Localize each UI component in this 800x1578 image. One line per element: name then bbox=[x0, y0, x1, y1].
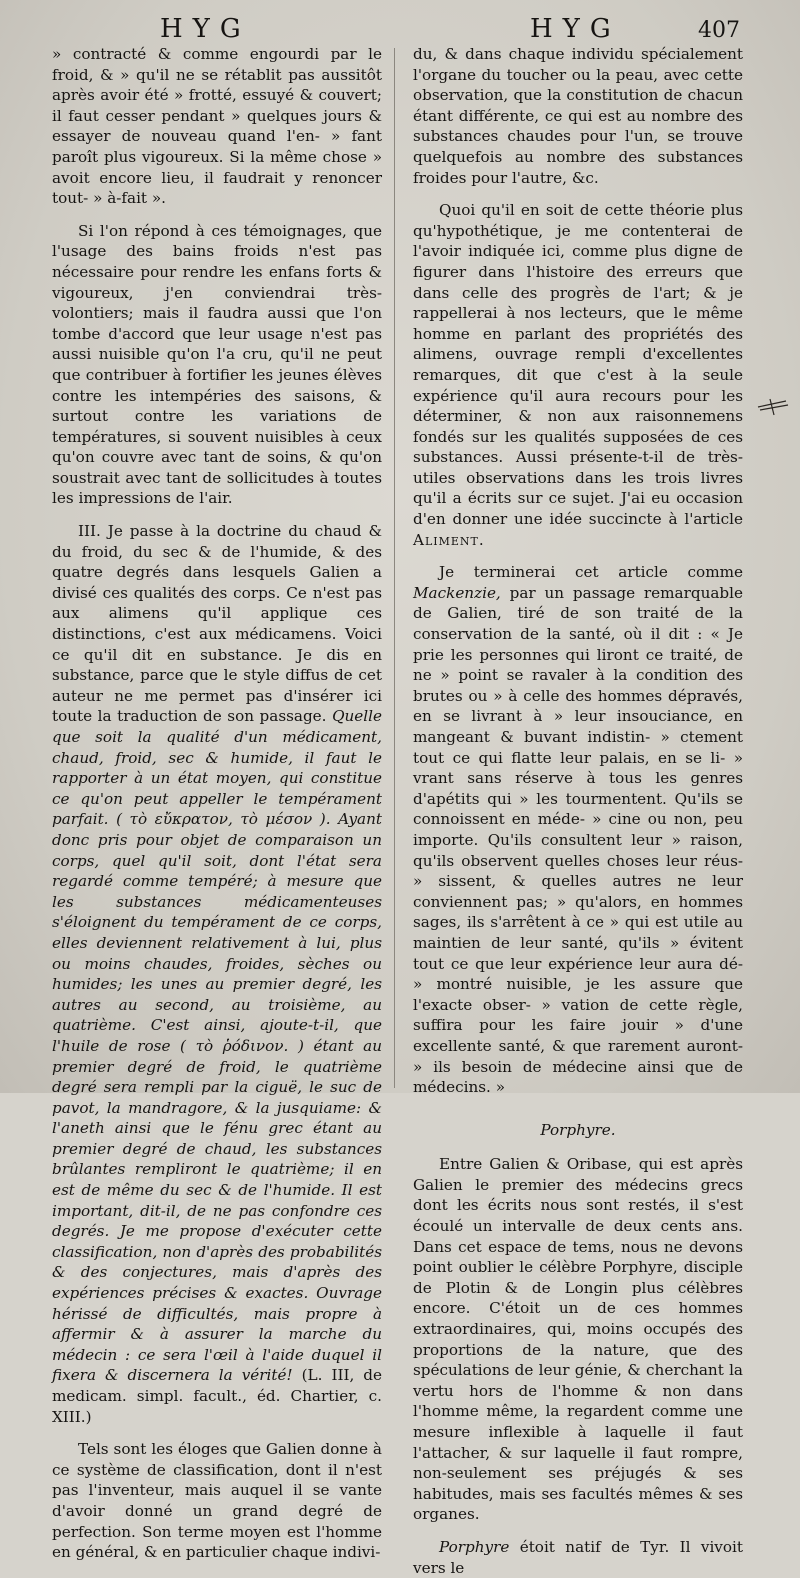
paragraph-continuation: du, & dans chaque individu spécialement l'organe du toucher ou la peau, avec cette observation, que la constitution de chacun étant différente, ce qui est au nombre des substances chaudes pour l'un, se trouve quelquefois au nombre des substances froides pour l'autre, &c. bbox=[413, 45, 743, 187]
paragraph-porphyry: Entre Galien & Oribase, qui est après Galien le premier des médecins grecs dont les écrits nous sont restés, il s'est écoulé un intervalle de deux cents ans. Dans cet espace de tems, nous ne devons point oublier le célèbre Porphyre, disciple de Plotin & de Longin plus célèbres encore. C'étoit un de ces hommes extraordinaires, qui, moins occupés des proportions de la nature, que des spéculations de leur génie, & cherchant la vertu hors de l'homme & non dans l'homme même, la regardent comme une mesure inflexible à laquelle il faut l'attacher, & sur laquelle il faut rompre, non-seulement ses préjugés & ses habitudes, mais ses facultés mêmes & ses organes. bbox=[413, 1155, 743, 1524]
paragraph-galen-quote bbox=[413, 562, 743, 1097]
margin-annotation-mark bbox=[756, 397, 790, 417]
porphyry-origin-text: étoit natif de Tyr. Il vivoit vers le bbox=[413, 1537, 743, 1577]
porphyry-name: Porphyre bbox=[439, 1537, 510, 1556]
author-name-mackenzie: Mackenzie, bbox=[413, 583, 501, 602]
paragraph-galen-intro: III. Je passe à la doctrine du chaud & du froid, du sec & de l'humide, & des quatre degrés dans lesquels Galien a divisé ces qualités des corps. Ce n'est pas aux alimens qu'il applique ces distinctions, c'est aux médicamens. Voici ce qu'il dit en substance. Je dis en substance, parce que le style diffus de cet auteur ne me permet pas d'insérer ici toute la traduction de son passage. bbox=[52, 522, 382, 726]
paragraph-theory-text: Quoi qu'il en soit de cette théorie plus qu'hypothétique, je me contenterai de l'avoir indiquée ici, comme plus digne de figurer dans l'histoire des erreurs que dans celle des progrès de l'art; & je rappellerai à nos lecteurs, que le même homme en parlant des propriétés des alimens, ouvrage rempli d'excellentes remarques, dit que c'est à la seule expérience qu'il aura recours pour les déterminer, & non aux raisonnemens fondés sur les qualités supposées de ces substances. Aussi présente-t-il de très-utiles observations dans les trois livres qu'il a écrits sur ce sujet. J'ai eu occasion d'en donner une idée succincte à l'article bbox=[413, 201, 743, 529]
paragraph-theory bbox=[413, 200, 743, 550]
galen-translation: Quelle que soit la qualité d'un médicament, chaud, froid, sec & humide, il faut le rapporter à un état moyen, qui constitue ce qu'on peut appeller le tempérament parfait. ( τὸ εὔκρατον, τὸ μέσον ). Ayant donc pris pour objet de comparaison un corps, quel qu'il soit, dont l'état sera regardé comme tempéré; à mesure que les substances médicamenteuses s'éloignent du tempérament de ce corps, elles deviennent relativement à lui, plus ou moins chaudes, froides, sèches ou humides; les unes au premier degré, les autres au second, au troisième, au quatrième. C'est ainsi, ajoute-t-il, que l'huile de rose ( τὸ ῥόδινον. ) étant au premier degré de froid, le quatrième degré sera rempli par la ciguë, le suc de pavot, la mandragore, & la jusquiame: & l'aneth ainsi que le fénu grec étant au premier degré de chaud, les substances brûlantes rempliront le quatrième; il en est de même du sec & de l'humide. Il est important, dit-il, de ne pas confondre ces degrés. Je me propose d'exécuter cette classification, non d'après des probabilités & des conjectures, mais d'après des expériences précises & exactes. Ouvrage hérissé de difficultés, mais propre à affermir & à assurer la marche du médecin : ce sera l'œil à l'aide duquel il fixera & discernera la vérité! bbox=[52, 707, 383, 1385]
paragraph-classification: Tels sont les éloges que Galien donne à ce système de classification, dont il n'est pas l'inventeur, mais auquel il se vante d'avoir donné un grand degré de perfection. Son terme moyen est l'homme en général, & en particulier chaque indivi- bbox=[52, 1440, 382, 1562]
quote-continuation: » contracté & comme engourdi par le froid, & » qu'il ne se rétablit pas aussitôt après avoir été » frotté, essuyé & couvert; il faut cesser pendant » quelques jours & essayer de nouveau quand l'en- » fant paroît plus vigoureux. Si la même chose » avoit encore lieu, il faudrait y renoncer tout- » à-fait ». bbox=[52, 45, 382, 208]
cross-reference-aliment: Aliment. bbox=[413, 530, 485, 549]
paragraph-galen-degrees bbox=[52, 521, 382, 1427]
header-right-title: HYG bbox=[530, 14, 621, 44]
paragraph-cold-baths: Si l'on répond à ces témoignages, que l'usage des bains froids n'est pas nécessaire pour rendre les enfans forts & vigoureux, j'en conviendrai très-volontiers; mais il faudra aussi que l'on tombe d'accord que leur usage n'est pas aussi nuisible qu'on l'a cru, qu'il ne peut que contribuer à fortifier les jeunes élèves contre les intempéries des saisons, & surtout contre les variations de températures, si souvent nuisibles à ceux qu'on couvre avec tant de soins, & qu'on soustrait avec tant de sollicitudes à toutes les impressions de l'air. bbox=[52, 221, 382, 508]
running-header bbox=[0, 14, 800, 44]
citation: (L. III, de medicam. simpl. facult., éd. Chartier, c. XIII.) bbox=[52, 1366, 382, 1426]
galen-quote-lead: Je terminerai cet article comme bbox=[439, 563, 743, 582]
left-column bbox=[52, 44, 382, 1563]
galen-quote-body: par un passage remarquable de Galien, tiré de son traité de la conservation de la santé, où il dit : « Je prie les personnes qui liront ce traité, de ne » point se ravaler à la condition des brutes ou » à celle des hommes dépravés, en se livrant à » leur insouciance, en mangeant & buvant indistin- » ctement tout ce qui flatte leur palais, en se li- » vrant sans réserve à tous les genres d'apétits qui » les tourmentent. Qu'ils se connoissent en méde- » cine ou non, peu importe. Qu'ils consultent leur » raison, qu'ils observent quelles choses leur réus- » sissent, & quelles autres ne leur conviennent pas; » qu'alors, en hommes sages, ils s'arrêtent à ce » qui est utile au maintien de leur santé, qu'ils » évitent tout ce que leur expérience leur aura dé- » montré nuisible, je les assure que l'exacte obser- » vation de cette règle, suffira pour les faire jouir » d'une excellente santé, & que rarement auront- » ils besoin de médecine ainsi que de médecins. » bbox=[413, 583, 743, 1097]
right-column bbox=[413, 44, 743, 1578]
paragraph-porphyry-origin bbox=[413, 1537, 743, 1578]
header-left-title: HYG bbox=[160, 14, 251, 44]
column-divider bbox=[394, 48, 395, 1088]
section-subheading: Porphyre. bbox=[540, 1120, 616, 1139]
page-number: 407 bbox=[698, 18, 740, 43]
